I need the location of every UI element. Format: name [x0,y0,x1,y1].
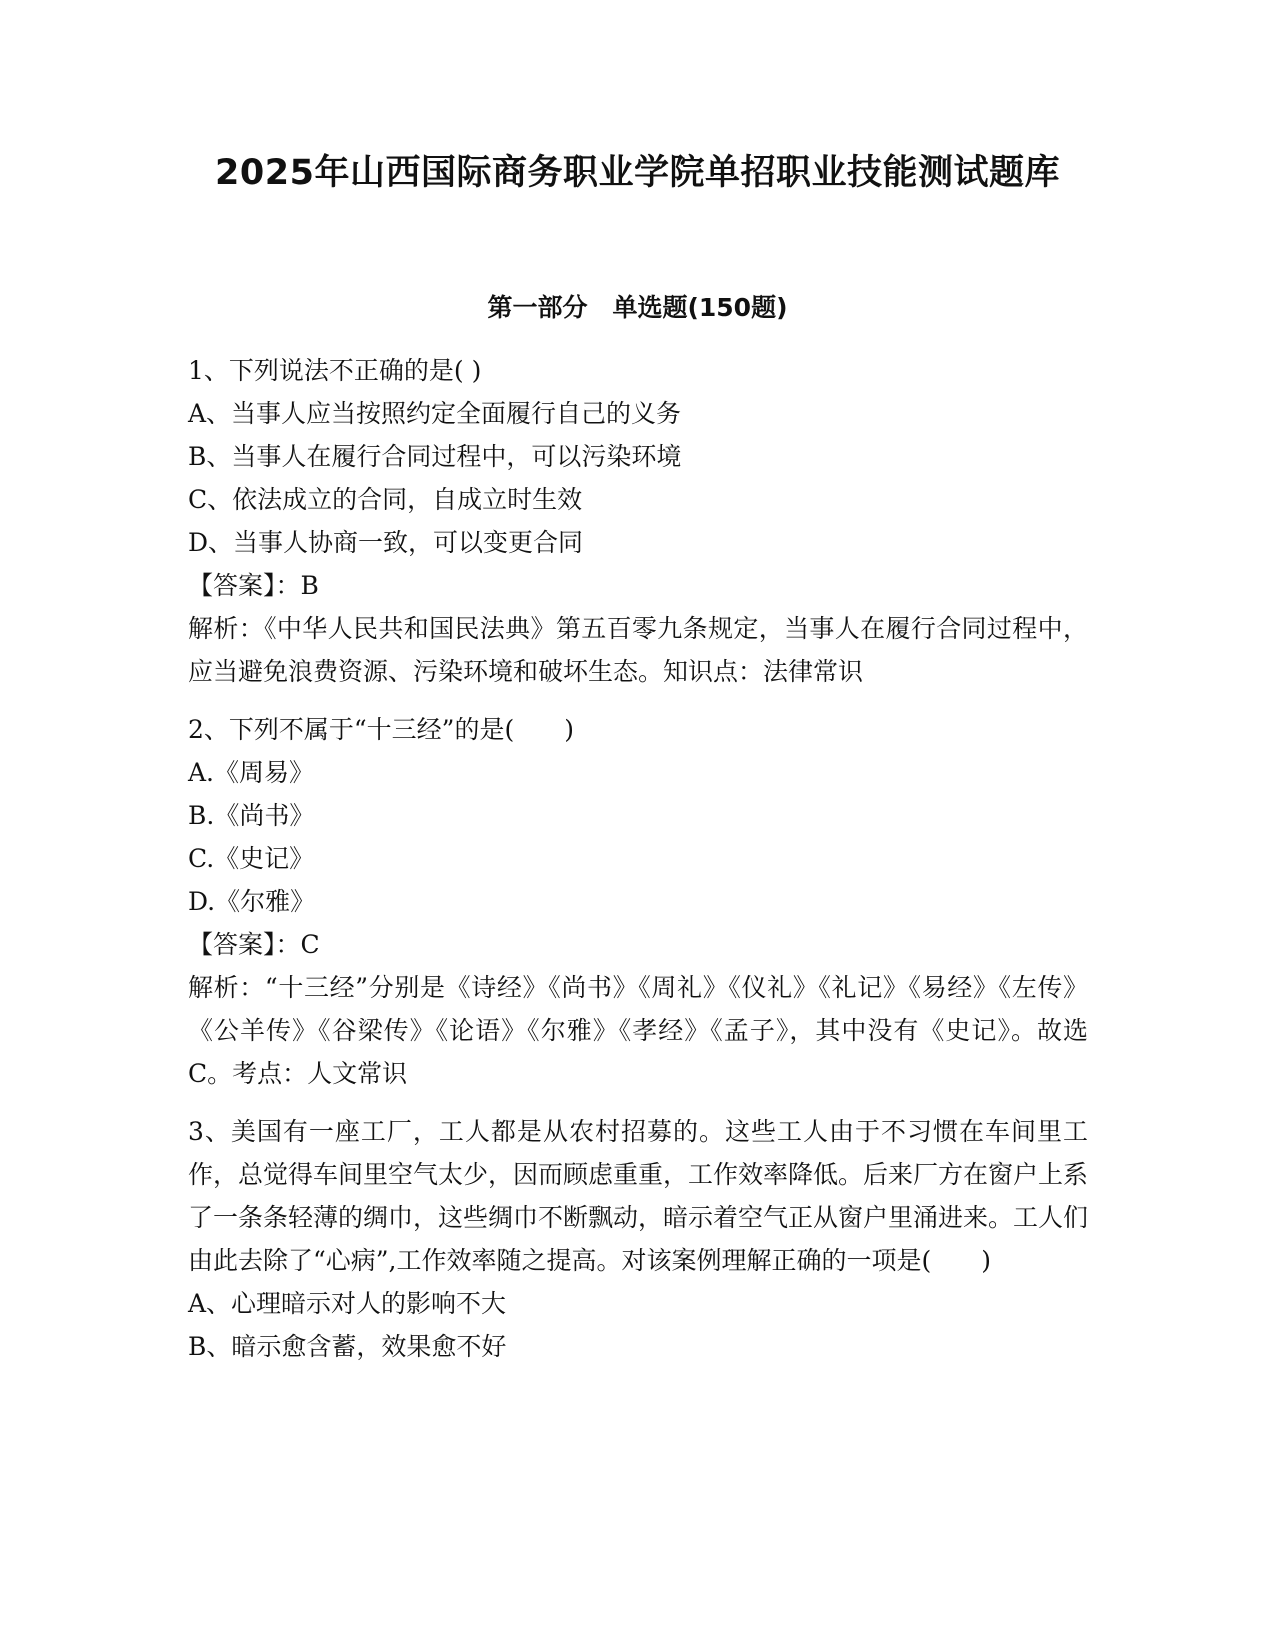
answer: 【答案】：C [188,930,320,959]
option-b: B、暗示愈含蓄，效果愈不好 [188,1332,507,1361]
question-2 [188,708,1088,1095]
option-b: B.《尚书》 [188,801,315,830]
option-c: C.《史记》 [188,844,315,873]
option-a: A.《周易》 [188,758,315,787]
question-stem: 3、美国有一座工厂，工人都是从农村招募的。这些工人由于不习惯在车间里工作，总觉得车间里空气太少，因而顾虑重重，工作效率降低。后来厂方在窗户上系了一条条轻薄的绸巾，这些绸巾不断飘动，暗示着空气正从窗户里涌进来。工人们由此去除了“心病”,工作效率随之提高。对该案例理解正确的一项是( ) [188,1117,1089,1275]
question-1 [188,349,1088,693]
analysis: 解析：“十三经”分别是《诗经》《尚书》《周礼》《仪礼》《礼记》《易经》《左传》《公羊传》《谷梁传》《论语》《尔雅》《孝经》《孟子》，其中没有《史记》。故选C。考点：人文常识 [188,973,1088,1088]
question-list [188,349,1088,1383]
question-stem: 2、下列不属于“十三经”的是( ) [188,715,574,744]
section-title: 第一部分 单选题(150题) [487,293,788,322]
answer: 【答案】：B [188,571,319,600]
question-stem: 1、下列说法不正确的是( ) [188,356,482,385]
analysis: 解析：《中华人民共和国民法典》第五百零九条规定，当事人在履行合同过程中，应当避免浪费资源、污染环境和破坏生态。知识点：法律常识 [188,614,1088,686]
option-b: B、当事人在履行合同过程中，可以污染环境 [188,442,682,471]
document-title: 2025年山西国际商务职业学院单招职业技能测试题库 [215,153,1060,193]
question-3 [188,1110,1088,1368]
option-d: D、当事人协商一致，可以变更合同 [188,528,584,557]
option-d: D.《尔雅》 [188,887,316,916]
option-a: A、当事人应当按照约定全面履行自己的义务 [188,399,682,428]
option-c: C、依法成立的合同，自成立时生效 [188,485,583,514]
option-a: A、心理暗示对人的影响不大 [188,1289,507,1318]
